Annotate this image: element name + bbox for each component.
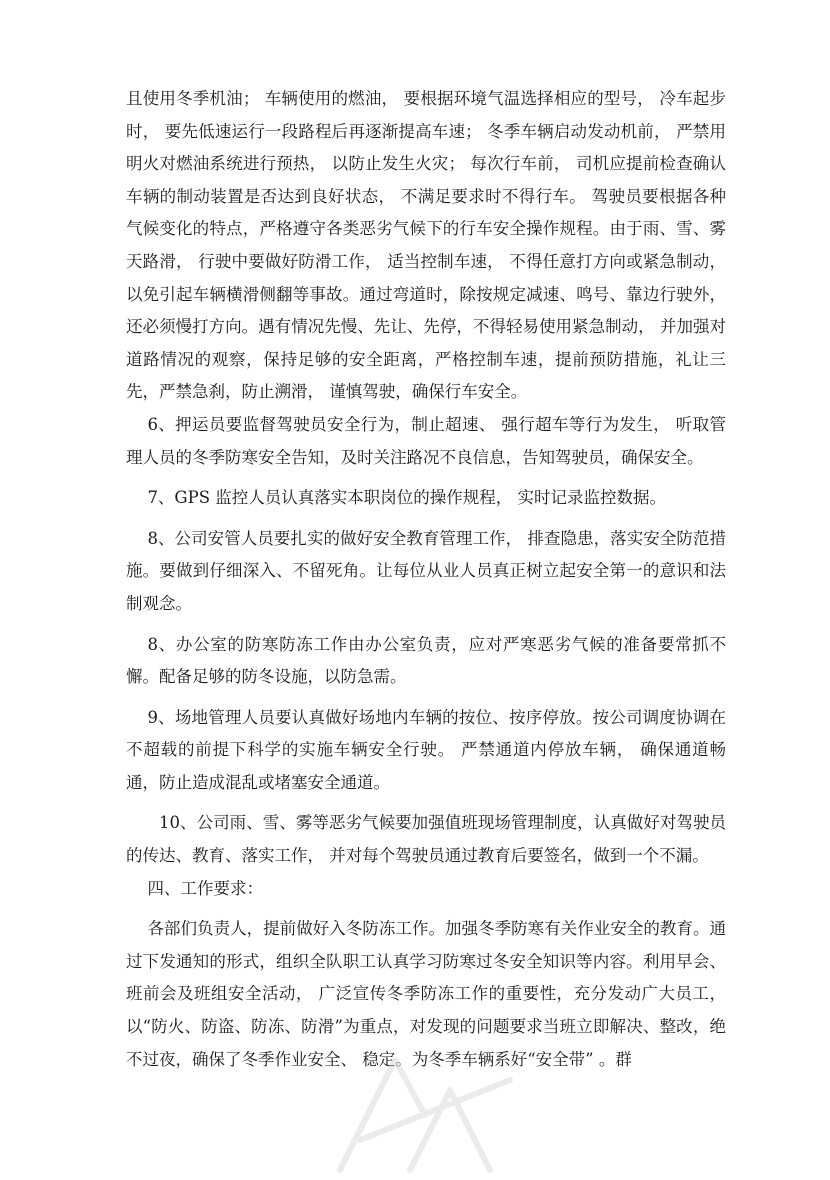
document-body: [126, 83, 726, 1076]
paragraph-item-6: 6、押运员要监督驾驶员安全行为，制止超速、 强行超车等行为发生， 听取管理人员的冬季防寒安全告知，及时关注路况不良信息，告知驾驶员，确保安全。: [126, 414, 726, 467]
section-heading-work-requirements: 四、工作要求：: [147, 878, 263, 898]
paragraph-work-requirements: 各部们负责人，提前做好入冬防冻工作。加强冬季防寒有关作业安全的教育。通过下发通知的形式，组织全队职工认真学习防寒过冬安全知识等内容。利用早会、班前会及班组安全活动， 广泛宣传冬季防冻工作的重要性，充分发动广大员工，以“防火、防盗、防冻、防滑”为重点，对发现的问题要求当班立即解决、整改，绝不过夜，确保了冬季作业安全、 稳定。为冬季车辆系好“安全带” 。群: [126, 919, 726, 1069]
paragraph-item-8-safety: 8、公司安管人员要扎实的做好安全教育管理工作， 排查隐患，落实安全防范措施。要做到仔细深入、不留死角。让每位从业人员真正树立起安全第一的意识和法制观念。: [126, 528, 726, 613]
paragraph-item-10: 10、公司雨、雪、雾等恶劣气候要加强值班现场管理制度，认真做好对驾驶员的传达、教育、落实工作， 并对每个驾驶员通过教育后要签名，做到一个不漏。: [126, 813, 726, 866]
paragraph-item-8-office: 8、办公室的防寒防冻工作由办公室负责，应对严寒恶劣气候的准备要常抓不懈。配备足够的防冬设施，以防急需。: [126, 634, 726, 687]
paragraph-item-9: 9、场地管理人员要认真做好场地内车辆的按位、按序停放。按公司调度协调在不超载的前提下科学的实施车辆安全行驶。 严禁通道内停放车辆， 确保通道畅通，防止造成混乱或堵塞安全通道。: [126, 707, 726, 792]
paragraph-winter-driving: 且使用冬季机油； 车辆使用的燃油， 要根据环境气温选择相应的型号， 冷车起步时， 要先低速运行一段路程后再逐渐提高车速； 冬季车辆启动发动机前， 严禁用明火对燃油系统进行预热， 以防止发生火灾； 每次行车前， 司机应提前检查确认车辆的制动装置是否达到良好状态， 不满足要求时不得行车。 驾驶员要根据各种气候变化的特点，严格遵守各类恶劣气候下的行车安全操作规程。由于雨、雪、雾天路滑， 行驶中要做好防滑工作， 适当控制车速， 不得任意打方向或紧急制动，以免引起车辆横滑侧翻等事故。通过弯道时，除按规定减速、鸣号、靠边行驶外，还必须慢打方向。遇有情况先慢、先让、先停，不得轻易使用紧急制动， 并加强对道路情况的观察，保持足够的安全距离，严格控制车速，提前预防措施，礼让三先，严禁急刹，防止溯滑， 谨慎驾驶，确保行车安全。: [126, 89, 726, 402]
paragraph-item-7: 7、GPS 监控人员认真落实本职岗位的操作规程， 实时记录监控数据。: [147, 488, 667, 508]
